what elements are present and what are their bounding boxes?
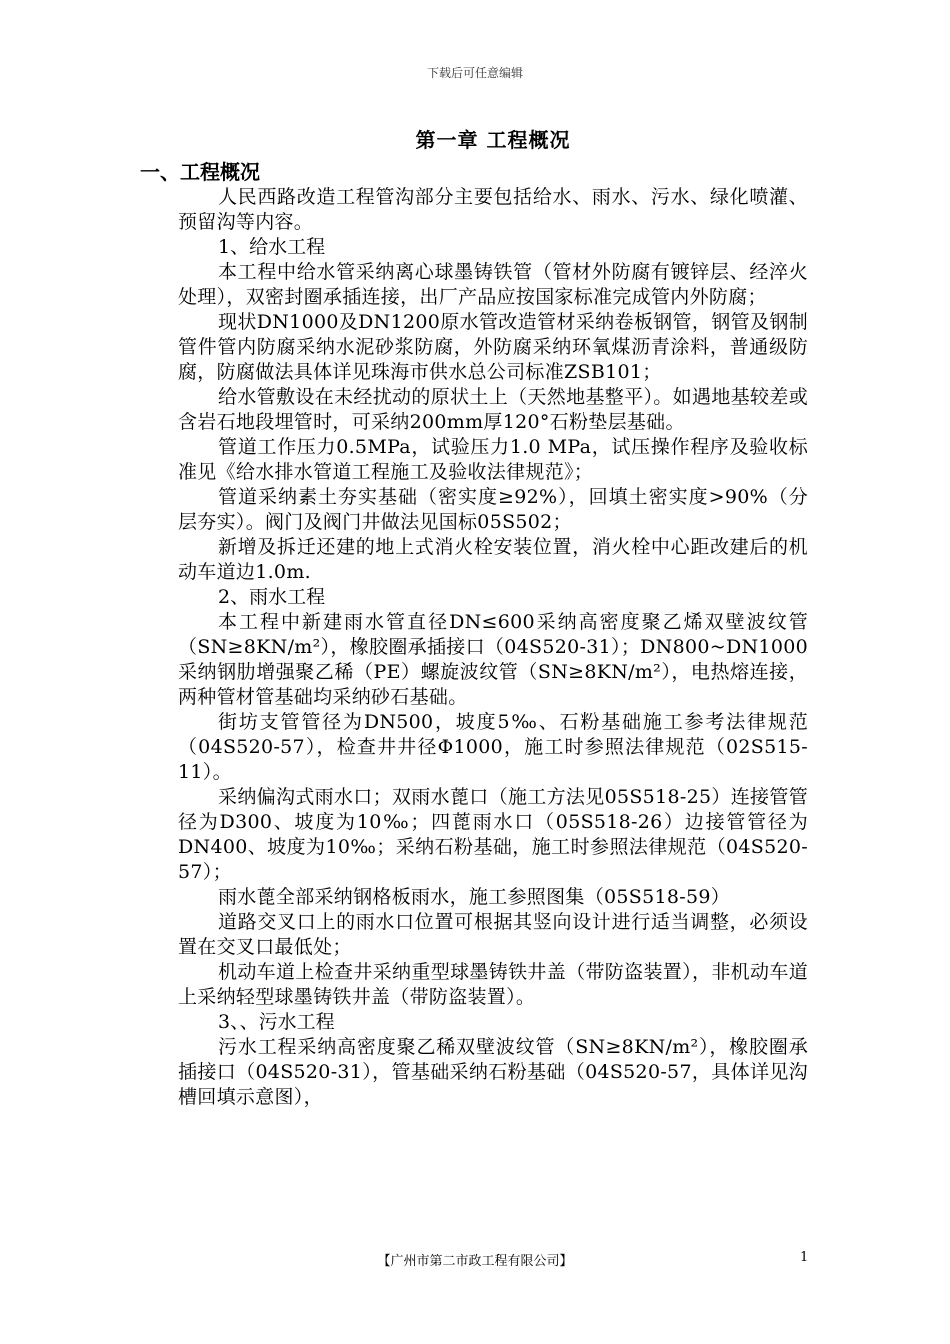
- paragraph: 管道工作压力0.5MPa，试验压力1.0 MPa，试压操作程序及验收标准见《给水排水管道工程施工及验收法律规范》；: [178, 436, 808, 483]
- paragraph: 道路交叉口上的雨水口位置可根据其竖向设计进行适当调整，必须设置在交叉口最低处；: [178, 911, 808, 958]
- chapter-title: 第一章 工程概况: [415, 128, 571, 152]
- paragraph: 管道采纳素土夯实基础（密实度≥92%），回填土密实度>90%（分层夯实）。阀门及阀门井做法见国标05S502；: [178, 486, 808, 533]
- page-footer-company: 【广州市第二市政工程有限公司】: [377, 1254, 573, 1269]
- paragraph: 新增及拆迁还建的地上式消火栓安装位置，消火栓中心距改建后的机动车道边1.0m.: [178, 536, 808, 583]
- page-number: 1: [800, 1250, 809, 1265]
- subheading-sewage: 3、、污水工程: [218, 1011, 335, 1033]
- subheading-water-supply: 1、给水工程: [218, 236, 326, 258]
- paragraph: 本工程中新建雨水管直径DN≤600采纳高密度聚乙烯双壁波纹管（SN≥8KN/m²），橡胶圈承插接口（04S520-31）；DN800~DN1000采纳钢肋增强聚乙稀（PE）螺旋波纹管（SN≥8KN/m²），电热熔连接，两种管材管基础均采纳砂石基础。: [178, 611, 808, 708]
- paragraph: 雨水蓖全部采纳钢格板雨水，施工参照图集（05S518-59）: [218, 886, 731, 908]
- paragraph: 本工程中给水管采纳离心球墨铸铁管（管材外防腐有镀锌层、经淬火处理），双密封圈承插连接，出厂产品应按国家标准完成管内外防腐；: [178, 261, 808, 308]
- paragraph: 给水管敷设在未经扰动的原状土上（天然地基整平）。如遇地基较差或含岩石地段埋管时，可采纳200mm厚120°石粉垫层基础。: [178, 386, 808, 433]
- paragraph-intro: 人民西路改造工程管沟部分主要包括给水、雨水、污水、绿化喷灌、预留沟等内容。: [178, 186, 808, 233]
- paragraph: 污水工程采纳高密度聚乙稀双壁波纹管（SN≥8KN/m²），橡胶圈承插接口（04S520-31），管基础采纳石粉基础（04S520-57，具体详见沟槽回填示意图），: [178, 1036, 808, 1108]
- paragraph: 机动车道上检查井采纳重型球墨铸铁井盖（带防盗装置），非机动车道上采纳轻型球墨铸铁井盖（带防盗装置）。: [178, 961, 808, 1008]
- section-heading: 一、工程概况: [140, 160, 260, 184]
- document-body: [140, 120, 808, 1110]
- subheading-rainwater: 2、雨水工程: [218, 586, 326, 608]
- paragraph: 现状DN1000及DN1200原水管改造管材采纳卷板钢管，钢管及钢制管件管内防腐采纳水泥砂浆防腐，外防腐采纳环氧煤沥青涂料，普通级防腐，防腐做法具体详见珠海市供水总公司标准ZSB101；: [178, 311, 808, 383]
- paragraph: 街坊支管管径为DN500，坡度5‰、石粉基础施工参考法律规范（04S520-57），检查井井径Φ1000，施工时参照法律规范（02S515-11）。: [178, 711, 808, 783]
- paragraph: 采纳偏沟式雨水口；双雨水蓖口（施工方法见05S518-25）连接管管径为D300、坡度为10‰；四蓖雨水口（05S518-26）边接管管径为DN400、坡度为10‰；采纳石粉基础，施工时参照法律规范（04S520-57）；: [178, 786, 808, 883]
- page-header-note: 下载后可任意编辑: [426, 66, 523, 80]
